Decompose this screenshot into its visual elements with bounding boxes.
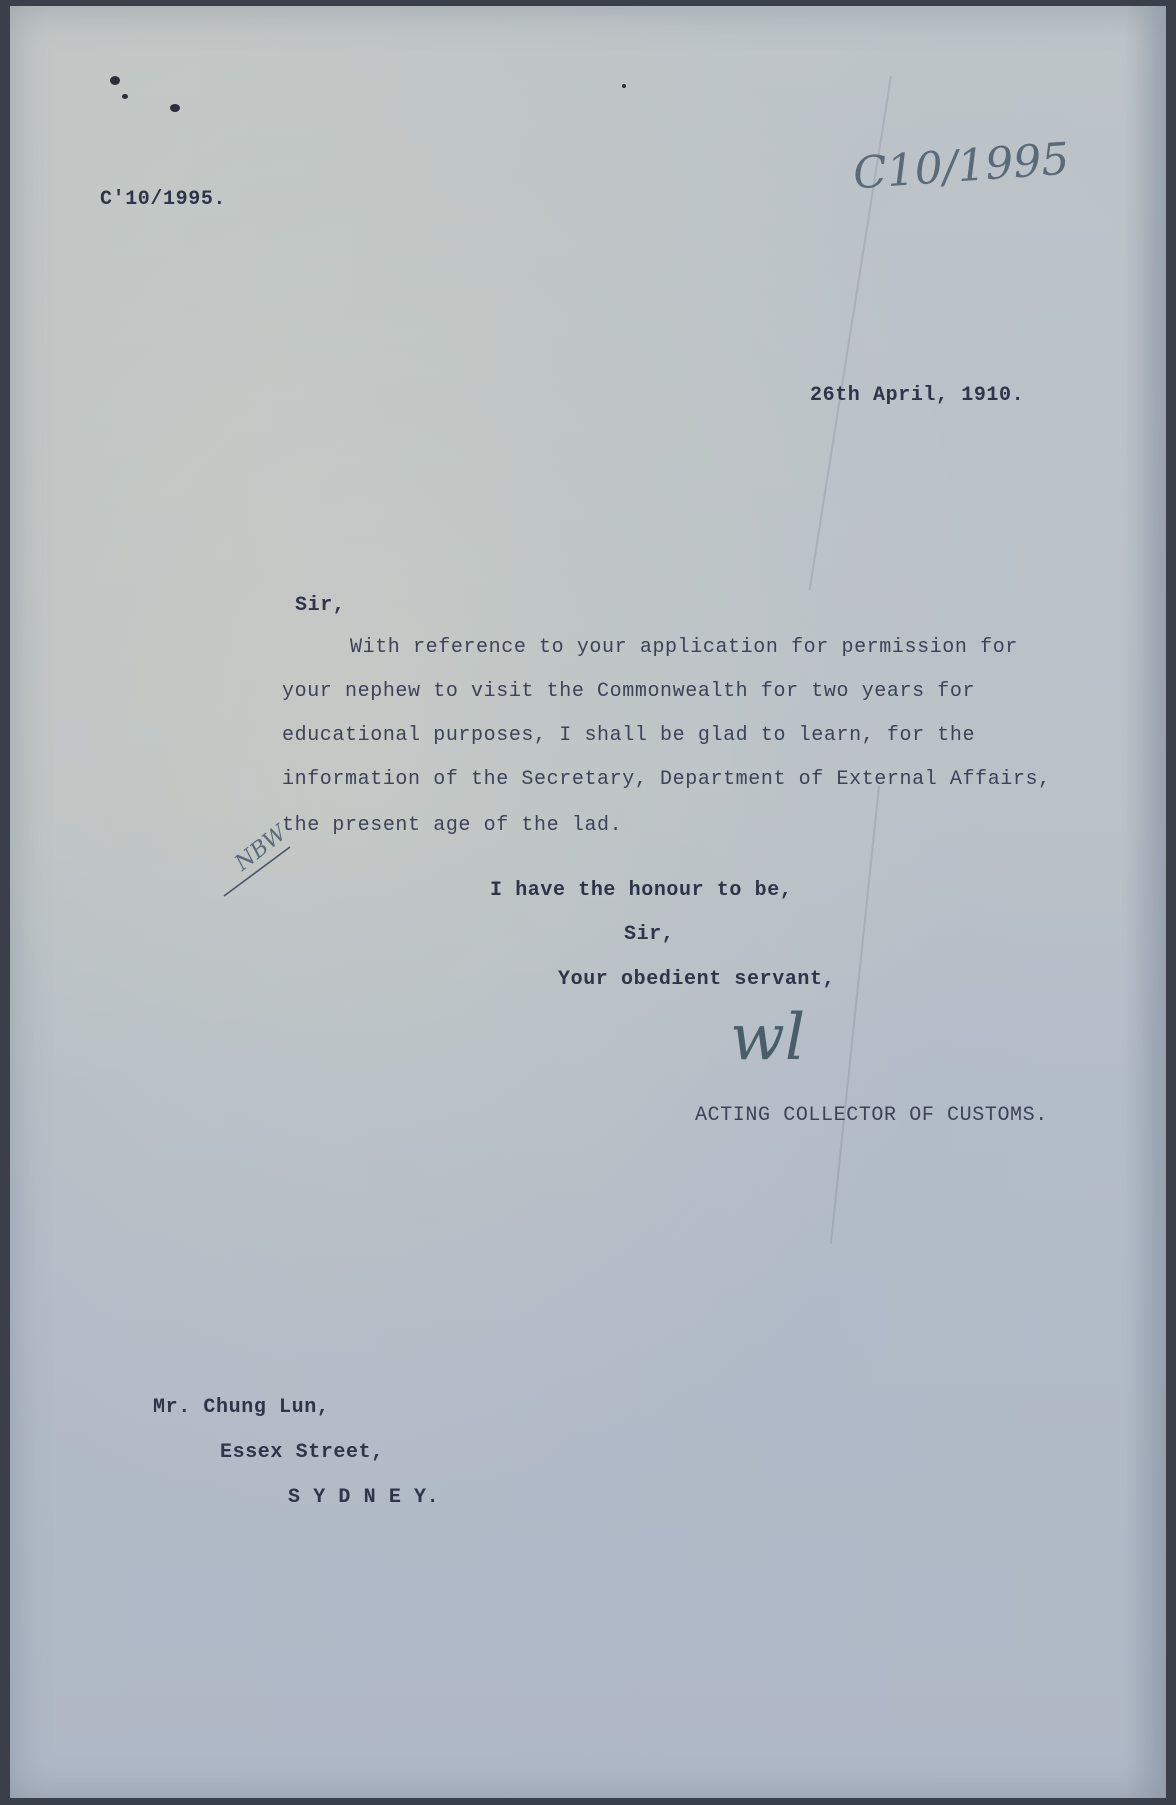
paper-crease	[830, 786, 880, 1244]
ink-blot	[122, 94, 128, 99]
body-line: the present age of the lad.	[282, 814, 623, 837]
addressee-city: S Y D N E Y.	[288, 1486, 440, 1509]
initials-mark: NBW	[230, 820, 292, 877]
handwritten-reference: C10/1995	[851, 133, 1071, 200]
addressee-street: Essex Street,	[220, 1441, 384, 1464]
letter-date: 26th April, 1910.	[810, 384, 1025, 407]
signatory-title: ACTING COLLECTOR OF CUSTOMS.	[695, 1104, 1048, 1127]
closing-line: Sir,	[624, 923, 675, 946]
addressee-name: Mr. Chung Lun,	[153, 1396, 330, 1419]
closing-line: I have the honour to be,	[490, 879, 793, 902]
body-line: information of the Secretary, Department of External Affairs,	[282, 768, 1051, 791]
ink-blot	[622, 84, 626, 88]
ink-blot	[110, 76, 120, 85]
body-line: your nephew to visit the Commonwealth for two years for	[282, 680, 976, 703]
ink-blot	[170, 104, 180, 112]
file-reference: C'10/1995.	[100, 188, 227, 211]
closing-line: Your obedient servant,	[558, 968, 836, 991]
initials-underline	[220, 841, 300, 901]
salutation: Sir,	[295, 594, 346, 617]
document-page	[10, 6, 1166, 1798]
body-line: educational purposes, I shall be glad to learn, for the	[282, 724, 976, 747]
body-line: With reference to your application for permission for	[350, 636, 1018, 659]
signature: wl	[730, 1001, 806, 1075]
page-edge-shadow	[1126, 6, 1166, 1798]
